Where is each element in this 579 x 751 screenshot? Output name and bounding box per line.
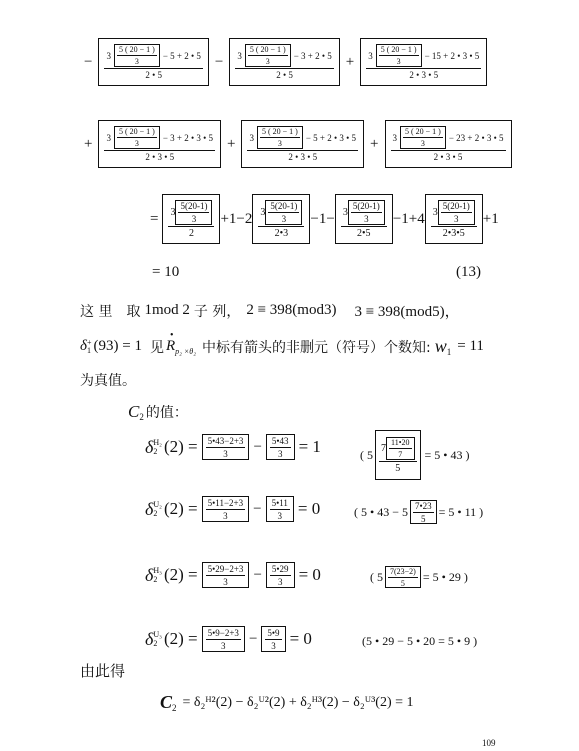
operator: + bbox=[370, 135, 379, 152]
bracket-term: 3 $\frac{5(20-1)}{3}$ 2•3 bbox=[252, 194, 310, 244]
delta-equation-h2: δ H₂ 2 (2) = $\frac{5•43-2+3}{3}$ − $\frac{5•43}{3}$ = 1 bbox=[145, 435, 321, 459]
delta-equation-u3: δ U₃ 2 (2) = $\frac{5•9-2+3}{3}$ − $\frac{5•9}{3}$ = 0 bbox=[145, 627, 312, 651]
bracket-term: 3 $\frac{5 ( 20 - 1 )}{3}$ − 3 + 2 • 3 • 5 2 • 3 • 5 bbox=[98, 120, 221, 168]
fraction: 3 $\frac{5 ( 20 - 1 )}{3}$ − 5 + 2 • 5 2 • 5 bbox=[106, 45, 201, 80]
note-u3: (5 • 29 − 5 • 20 = 5 • 9 ) bbox=[362, 634, 478, 648]
bracket-term bbox=[98, 38, 208, 86]
bracket-term: 3 $\frac{5 ( 20 - 1 )}{3}$ − 23 + 2 • 3 • 5 2 • 3 • 5 bbox=[385, 120, 512, 168]
operator: − bbox=[84, 53, 93, 70]
dot-accent: • bbox=[169, 330, 174, 341]
delta-equation-h3: δ H₃ 2 (2) = $\frac{5•29-2+3}{3}$ − $\frac{5•29}{3}$ = 0 bbox=[145, 563, 321, 587]
operator: + bbox=[84, 135, 93, 152]
final-equation: C 2 = δ₂ᴴ²(2) − δ₂ᵁ²(2) + δ₂ᴴ³(2) − δ₂ᵁ³(2) = 1 bbox=[160, 692, 414, 713]
paragraph-line-3: 为真值。 bbox=[80, 373, 136, 389]
bracket-term: 3 $\frac{5 ( 20 - 1 )}{3}$ − 5 + 2 • 3 • 5 2 • 3 • 5 bbox=[241, 120, 364, 168]
c2-heading: C 2 的值： bbox=[128, 402, 188, 422]
bracket-term: 3 $\frac{5(20-1)}{3}$ 2•3•5 bbox=[425, 194, 483, 244]
equation-number: (13) bbox=[456, 264, 481, 280]
bracket-term: 3 $\frac{5 ( 20 - 1 )}{3}$ − 15 + 2 • 3 • 5 2 • 3 • 5 bbox=[360, 38, 487, 86]
equation-row-1 bbox=[78, 38, 487, 86]
equation-row-2 bbox=[78, 120, 512, 168]
operator: + bbox=[345, 53, 355, 70]
note-h3: ( 5 $\frac{7(23-2)}{5}$ = 5 • 29 ) bbox=[370, 566, 468, 588]
page-number: 109 bbox=[482, 738, 496, 748]
bracket-term: 3 $\frac{5(20-1)}{3}$ 2•5 bbox=[335, 194, 393, 244]
note-h2: ( 5 7 $\frac{11•20}{7}$ 5 = 5 • 43 ) bbox=[360, 430, 469, 480]
hence-text: 由此得 bbox=[80, 662, 126, 680]
result-line: = 10 bbox=[152, 264, 180, 280]
note-u2: ( 5 • 43 − 5 $\frac{7•23}{5}$ = 5 • 11 ) bbox=[354, 500, 484, 524]
equation-row-3: = 3 $\frac{5(20-1)}{3}$ 2 +1−2 3 $\frac{5(20-1)}{3}$ 2•3 −1− 3 $\frac{5(20-1)}{3}$ 2•5 −1+4 3 $\frac{5(20-1)}{3}$ 2•3•5 +1 bbox=[150, 194, 499, 244]
bracket-term: 3 $\frac{5(20-1)}{3}$ 2 bbox=[162, 194, 220, 244]
equals-sign: = bbox=[150, 210, 159, 227]
bracket-term: 3 $\frac{5 ( 20 - 1 )}{3}$ − 3 + 2 • 5 2 • 5 bbox=[229, 38, 339, 86]
paragraph-line-1: 这 里 取 1mod 2 子 列， 2 ≡ 398(mod3) 3 ≡ 398(mod5)， bbox=[80, 302, 460, 320]
operator: − bbox=[214, 53, 224, 70]
operator: + bbox=[227, 135, 236, 152]
delta-equation-u2: δ U₂ 2 (2) = $\frac{5•11-2+3}{3}$ − $\frac{5•11}{3}$ = 0 bbox=[145, 497, 321, 521]
paragraph-line-2: δ + 1 (93) = 1 见 • R p₂ ×θ₂ 中标有箭头的非删元（符号）个数知: w 1 = 11 bbox=[80, 330, 484, 357]
